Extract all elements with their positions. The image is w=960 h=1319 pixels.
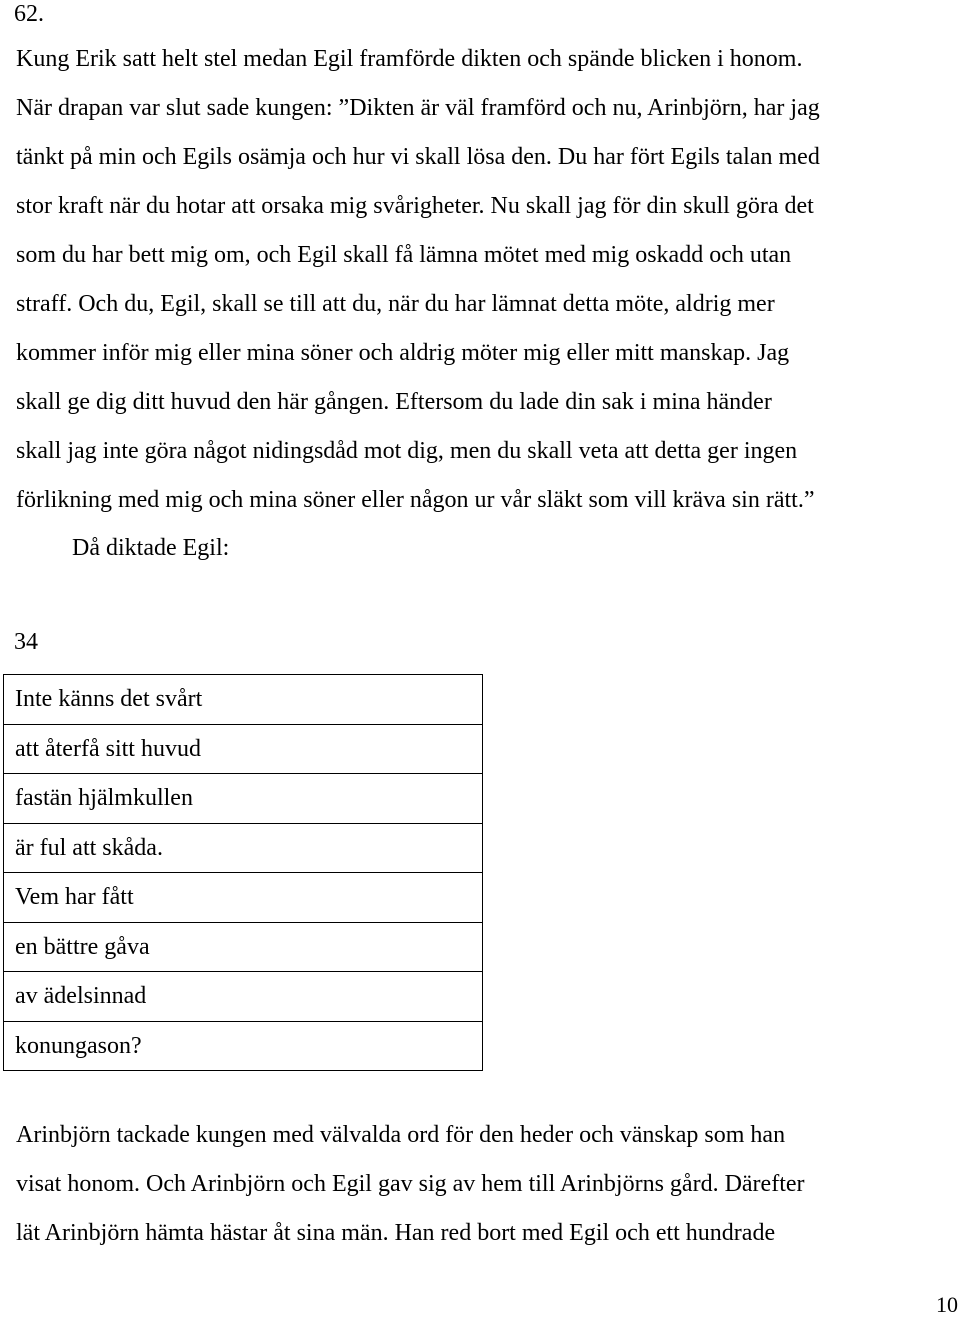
verse-line: en bättre gåva bbox=[4, 923, 482, 973]
stanza-box bbox=[3, 674, 483, 1071]
page-number: 10 bbox=[936, 1292, 958, 1317]
paragraph-arinbjorn-departure bbox=[16, 1111, 956, 1258]
paragraph-king-speech bbox=[16, 35, 956, 525]
text-line: straff. Och du, Egil, skall se till att du, när du har lämnat detta möte, aldrig mer bbox=[16, 291, 775, 317]
verse-line: Vem har fått bbox=[4, 873, 482, 923]
text-line: förlikning med mig och mina söner eller någon ur vår släkt som vill kräva sin rätt.” bbox=[16, 487, 815, 513]
verse-line: konungason? bbox=[15, 1032, 142, 1059]
verse-line: att återfå sitt huvud bbox=[4, 725, 482, 775]
text-line: kommer inför mig eller mina söner och aldrig möter mig eller mitt manskap. Jag bbox=[16, 340, 790, 366]
text-line: skall jag inte göra något nidingsdåd mot dig, men du skall veta att detta ger ingen bbox=[16, 438, 798, 464]
text-line: När drapan var slut sade kungen: ”Dikten är väl framförd och nu, Arinbjörn, har jag bbox=[16, 95, 820, 121]
verse-line: fastän hjälmkullen bbox=[4, 774, 482, 824]
text-line: lät Arinbjörn hämta hästar åt sina män. Han red bort med Egil och ett hundrade bbox=[16, 1220, 776, 1246]
verse-line: Inte känns det svårt bbox=[4, 675, 482, 725]
verse-line: är ful att skåda. bbox=[4, 824, 482, 874]
text-line: tänkt på min och Egils osämja och hur vi skall lösa den. Du har fört Egils talan med bbox=[16, 144, 820, 170]
text-line: Arinbjörn tackade kungen med välvalda ord för den heder och vänskap som han bbox=[16, 1122, 786, 1148]
text-line: visat honom. Och Arinbjörn och Egil gav sig av hem till Arinbjörns gård. Därefter bbox=[16, 1171, 805, 1197]
text-line: stor kraft när du hotar att orsaka mig svårigheter. Nu skall jag för din skull göra det bbox=[16, 193, 814, 219]
poem-intro-line: Då diktade Egil: bbox=[72, 535, 230, 561]
verse-line: av ädelsinnad bbox=[4, 972, 482, 1022]
text-line: Kung Erik satt helt stel medan Egil framförde dikten och spände blicken i honom. bbox=[16, 46, 803, 72]
text-line: som du har bett mig om, och Egil skall få lämna mötet med mig oskadd och utan bbox=[16, 242, 792, 268]
text-line: skall ge dig ditt huvud den här gången. Eftersom du lade din sak i mina händer bbox=[16, 389, 772, 415]
stanza-number: 34 bbox=[14, 629, 38, 655]
chapter-number: 62. bbox=[14, 1, 44, 27]
